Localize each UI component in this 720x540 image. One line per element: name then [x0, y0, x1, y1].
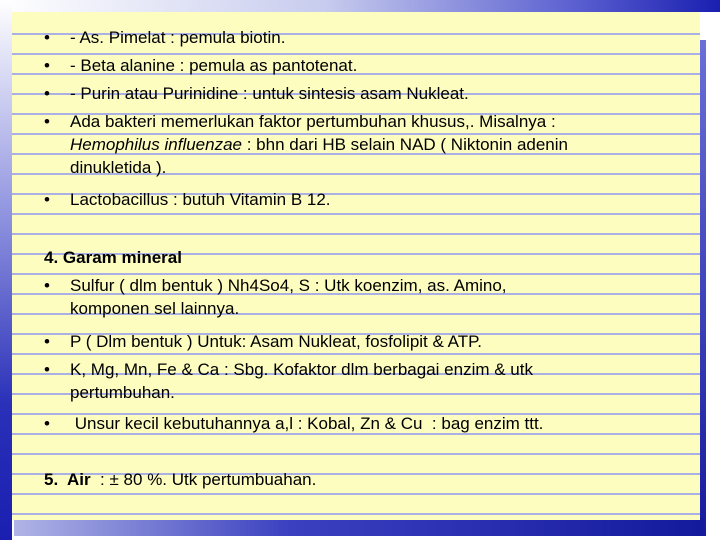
bullet: •: [44, 332, 50, 351]
text-line: dinukletida ).: [70, 158, 167, 177]
text-line: Ada bakteri memerlukan faktor pertumbuhan khusus,. Misalnya :: [70, 112, 556, 131]
list-item-text: P ( Dlm bentuk ) Untuk: Asam Nukleat, fosfolipit & ATP.: [70, 332, 482, 351]
list-item-text: [70, 110, 680, 179]
bullet: •: [44, 276, 50, 295]
text-line: Sulfur ( dlm bentuk ) Nh4So4, S : Utk koenzim, as. Amino,: [70, 276, 507, 295]
section-text: : ± 80 %. Utk pertumbuahan.: [90, 470, 317, 489]
list-item-text: [70, 358, 680, 404]
section-title: 5. Air: [44, 470, 91, 489]
bullet: •: [44, 28, 50, 47]
text-line: pertumbuhan.: [70, 383, 175, 402]
text-line: [70, 133, 680, 156]
bullet: •: [44, 84, 50, 103]
bullet: •: [44, 190, 50, 209]
section-heading: [44, 468, 316, 491]
bullet: •: [44, 414, 50, 433]
list-item-text: Lactobacillus : butuh Vitamin B 12.: [70, 190, 331, 209]
list-item-text: - Beta alanine : pemula as pantotenat.: [70, 56, 358, 75]
top-gradient-bar: [0, 0, 720, 12]
section-heading: 4. Garam mineral: [44, 248, 182, 267]
bullet: •: [44, 360, 50, 379]
bottom-shadow: [14, 518, 704, 536]
text-fragment: : bhn dari HB selain NAD ( Niktonin adenin: [242, 135, 568, 154]
list-item-text: - Purin atau Purinidine : untuk sintesis asam Nukleat.: [70, 84, 469, 103]
species-name: Hemophilus influenzae: [70, 135, 242, 154]
lined-paper-slide: [12, 12, 700, 520]
list-item-text: Unsur kecil kebutuhannya a,l : Kobal, Zn & Cu : bag enzim ttt.: [70, 414, 544, 433]
text-line: komponen sel lainnya.: [70, 299, 240, 318]
list-item-text: [70, 274, 680, 320]
list-item-text: - As. Pimelat : pemula biotin.: [70, 28, 286, 47]
bullet: •: [44, 112, 50, 131]
left-gradient-bar: [0, 0, 12, 540]
text-line: K, Mg, Mn, Fe & Ca : Sbg. Kofaktor dlm berbagai enzim & utk: [70, 360, 533, 379]
bullet: •: [44, 56, 50, 75]
